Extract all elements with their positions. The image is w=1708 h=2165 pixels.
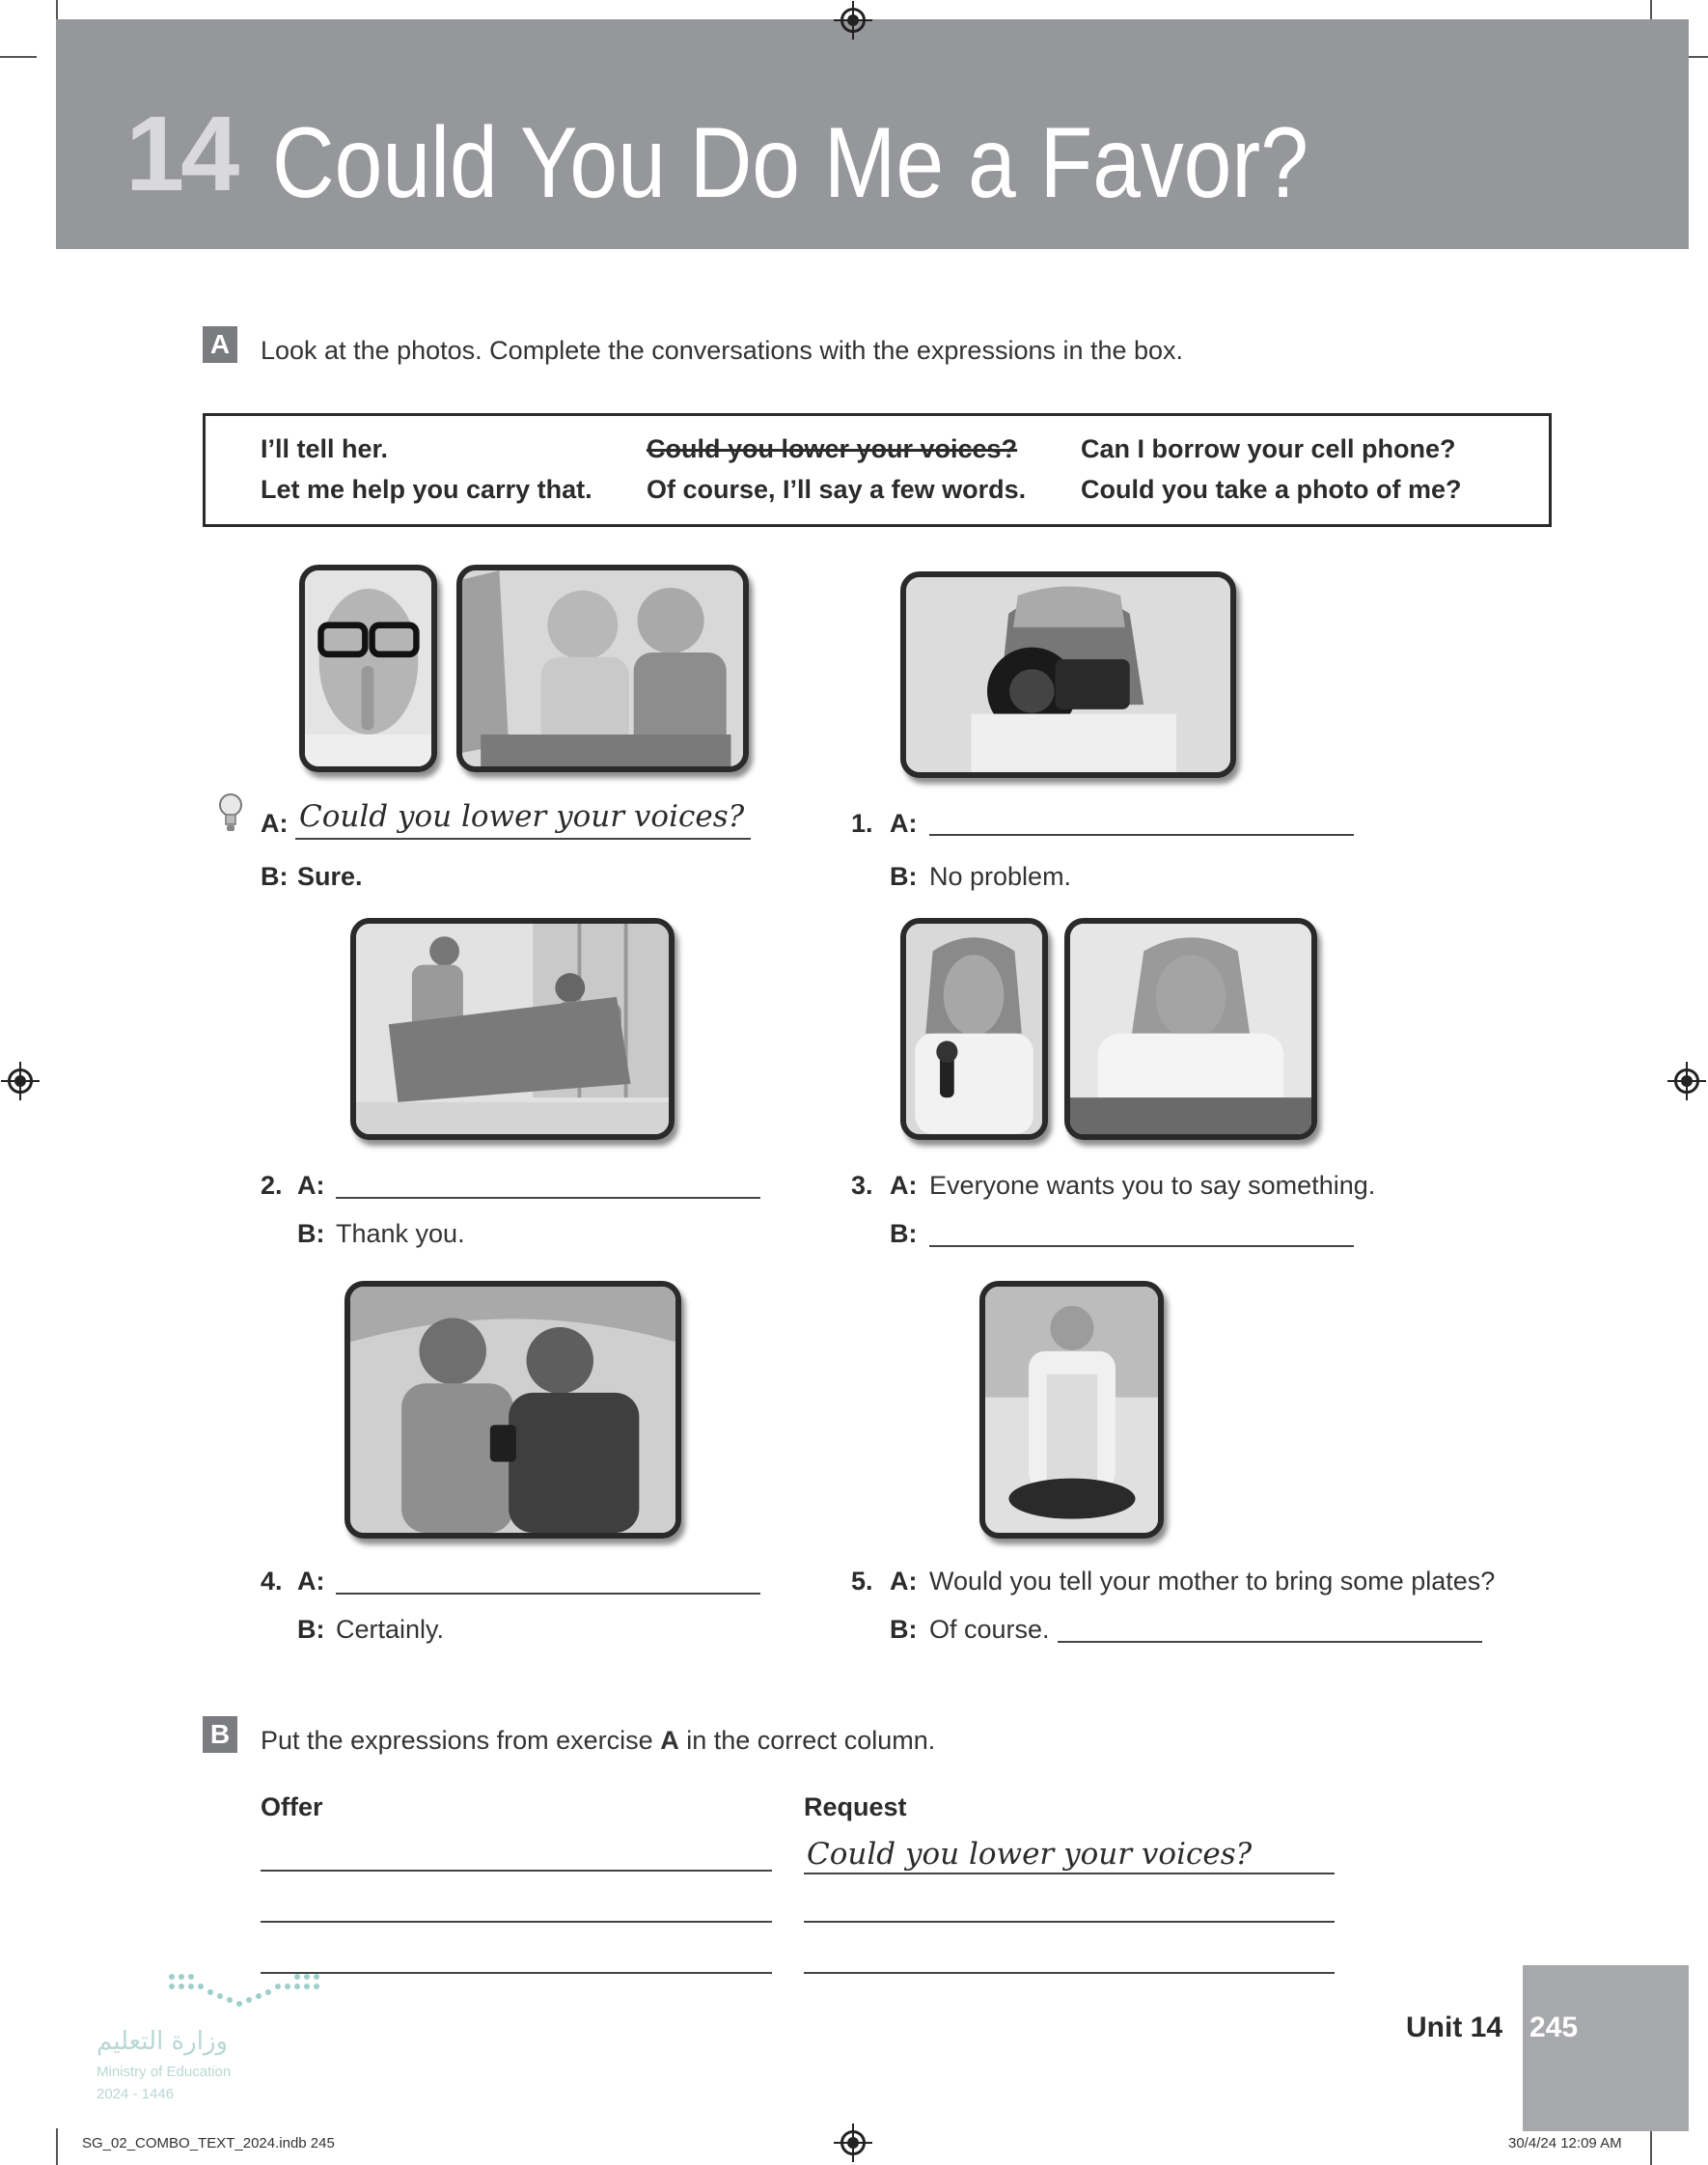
item-3-b-label: B:: [890, 1219, 918, 1248]
exercise-a-badge: A: [203, 326, 237, 363]
photo-man-with-camera: [900, 571, 1236, 778]
item-4-a-label: A:: [297, 1567, 325, 1596]
item-2-b-label: B:: [297, 1219, 325, 1248]
registration-mark-icon: [840, 2130, 866, 2155]
item-1-number: 1.: [851, 809, 873, 838]
photo-men-carrying-sofa: [350, 918, 675, 1140]
item-5-answer-blank[interactable]: [1058, 1641, 1482, 1643]
page-number-tab: [1523, 1965, 1689, 2131]
registration-mark-icon: [840, 8, 866, 33]
crop-mark: [1650, 2128, 1652, 2165]
page-title: Could You Do Me a Favor?: [272, 107, 1309, 219]
item-5-number: 5.: [851, 1567, 873, 1596]
item-4-number: 4.: [261, 1567, 283, 1596]
request-column-heading: Request: [804, 1792, 907, 1821]
offer-answer-blank[interactable]: [261, 1972, 772, 1974]
item-4-b-text: Certainly.: [336, 1615, 445, 1644]
lightbulb-icon: [218, 791, 243, 834]
photo-boys-at-computer: [456, 565, 749, 772]
box-expression: I’ll tell her.: [261, 434, 389, 463]
item-4-answer-blank[interactable]: [336, 1593, 760, 1595]
offer-column-heading: Offer: [261, 1792, 323, 1821]
request-answer-blank[interactable]: [804, 1921, 1335, 1923]
offer-answer-blank[interactable]: [261, 1870, 772, 1872]
box-expression: Could you take a photo of me?: [1081, 475, 1462, 504]
offer-answer-blank[interactable]: [261, 1921, 772, 1923]
print-slug-date: 30/4/24 12:09 AM: [1508, 2135, 1622, 2151]
item-4-b-label: B:: [297, 1615, 325, 1644]
photo-man-with-microphone: [900, 918, 1048, 1140]
expression-box: [203, 413, 1552, 527]
item-5-a-text: Would you tell your mother to bring some plates?: [929, 1567, 1496, 1596]
box-expression: Can I borrow your cell phone?: [1081, 434, 1456, 463]
item-5-b-label: B:: [890, 1615, 918, 1644]
ministry-english-name: Ministry of Education: [96, 2064, 232, 2080]
item-2-a-label: A:: [297, 1171, 325, 1200]
unit-number: 14: [125, 95, 236, 213]
print-slug-filename: SG_02_COMBO_TEXT_2024.indb 245: [82, 2135, 335, 2151]
item-1-a-label: A:: [890, 809, 918, 838]
registration-mark-icon: [8, 1069, 33, 1094]
example-b-label: B:: [261, 862, 289, 891]
item-3-answer-blank[interactable]: [929, 1245, 1354, 1247]
example-answer-line: [295, 838, 751, 840]
box-expression-crossed-out: Could you lower your voices?: [647, 434, 1018, 463]
item-1-answer-blank[interactable]: [929, 834, 1354, 836]
photo-men-looking-at-phone: [344, 1281, 681, 1539]
exercise-a-instruction: Look at the photos. Complete the conversations with the expressions in the box.: [261, 336, 1184, 365]
instruction-bold-letter: A: [660, 1726, 679, 1755]
item-5-a-label: A:: [890, 1567, 918, 1596]
photo-man-at-desk: [1064, 918, 1317, 1140]
exercise-b-badge: B: [203, 1716, 237, 1753]
item-3-a-text: Everyone wants you to say something.: [929, 1171, 1376, 1200]
page-number: 245: [1529, 2012, 1579, 2043]
item-3-number: 3.: [851, 1171, 873, 1200]
item-2-number: 2.: [261, 1171, 283, 1200]
instruction-text: Put the expressions from exercise: [261, 1726, 661, 1755]
item-5-b-text: Of course.: [929, 1615, 1050, 1644]
item-3-a-label: A:: [890, 1171, 918, 1200]
box-expression: Let me help you carry that.: [261, 475, 592, 504]
item-2-answer-blank[interactable]: [336, 1197, 760, 1199]
example-b-text: Sure.: [297, 862, 363, 891]
item-1-b-text: No problem.: [929, 862, 1072, 891]
request-example-line: [804, 1873, 1335, 1874]
exercise-b-instruction: [261, 1726, 935, 1756]
ministry-year: 2024 - 1446: [96, 2086, 175, 2102]
example-handwritten-answer: Could you lower your voices?: [299, 799, 745, 834]
box-expression: Of course, I’ll say a few words.: [647, 475, 1027, 504]
footer-unit-label: Unit 14: [1406, 2012, 1503, 2043]
request-handwritten-example: Could you lower your voices?: [807, 1837, 1253, 1872]
instruction-text: in the correct column.: [678, 1726, 936, 1755]
example-a-label: A:: [261, 809, 289, 838]
registration-mark-icon: [1674, 1069, 1699, 1094]
request-answer-blank[interactable]: [804, 1972, 1335, 1974]
photo-man-shushing: [299, 565, 437, 772]
item-2-b-text: Thank you.: [336, 1219, 465, 1248]
ministry-arabic-name: وزارة التعليم: [96, 2027, 229, 2056]
crop-mark: [56, 2128, 58, 2165]
item-1-b-label: B:: [890, 862, 918, 891]
crop-mark: [0, 56, 37, 58]
ministry-logo-icon: [166, 1971, 320, 2019]
photo-man-at-grill: [979, 1281, 1164, 1539]
